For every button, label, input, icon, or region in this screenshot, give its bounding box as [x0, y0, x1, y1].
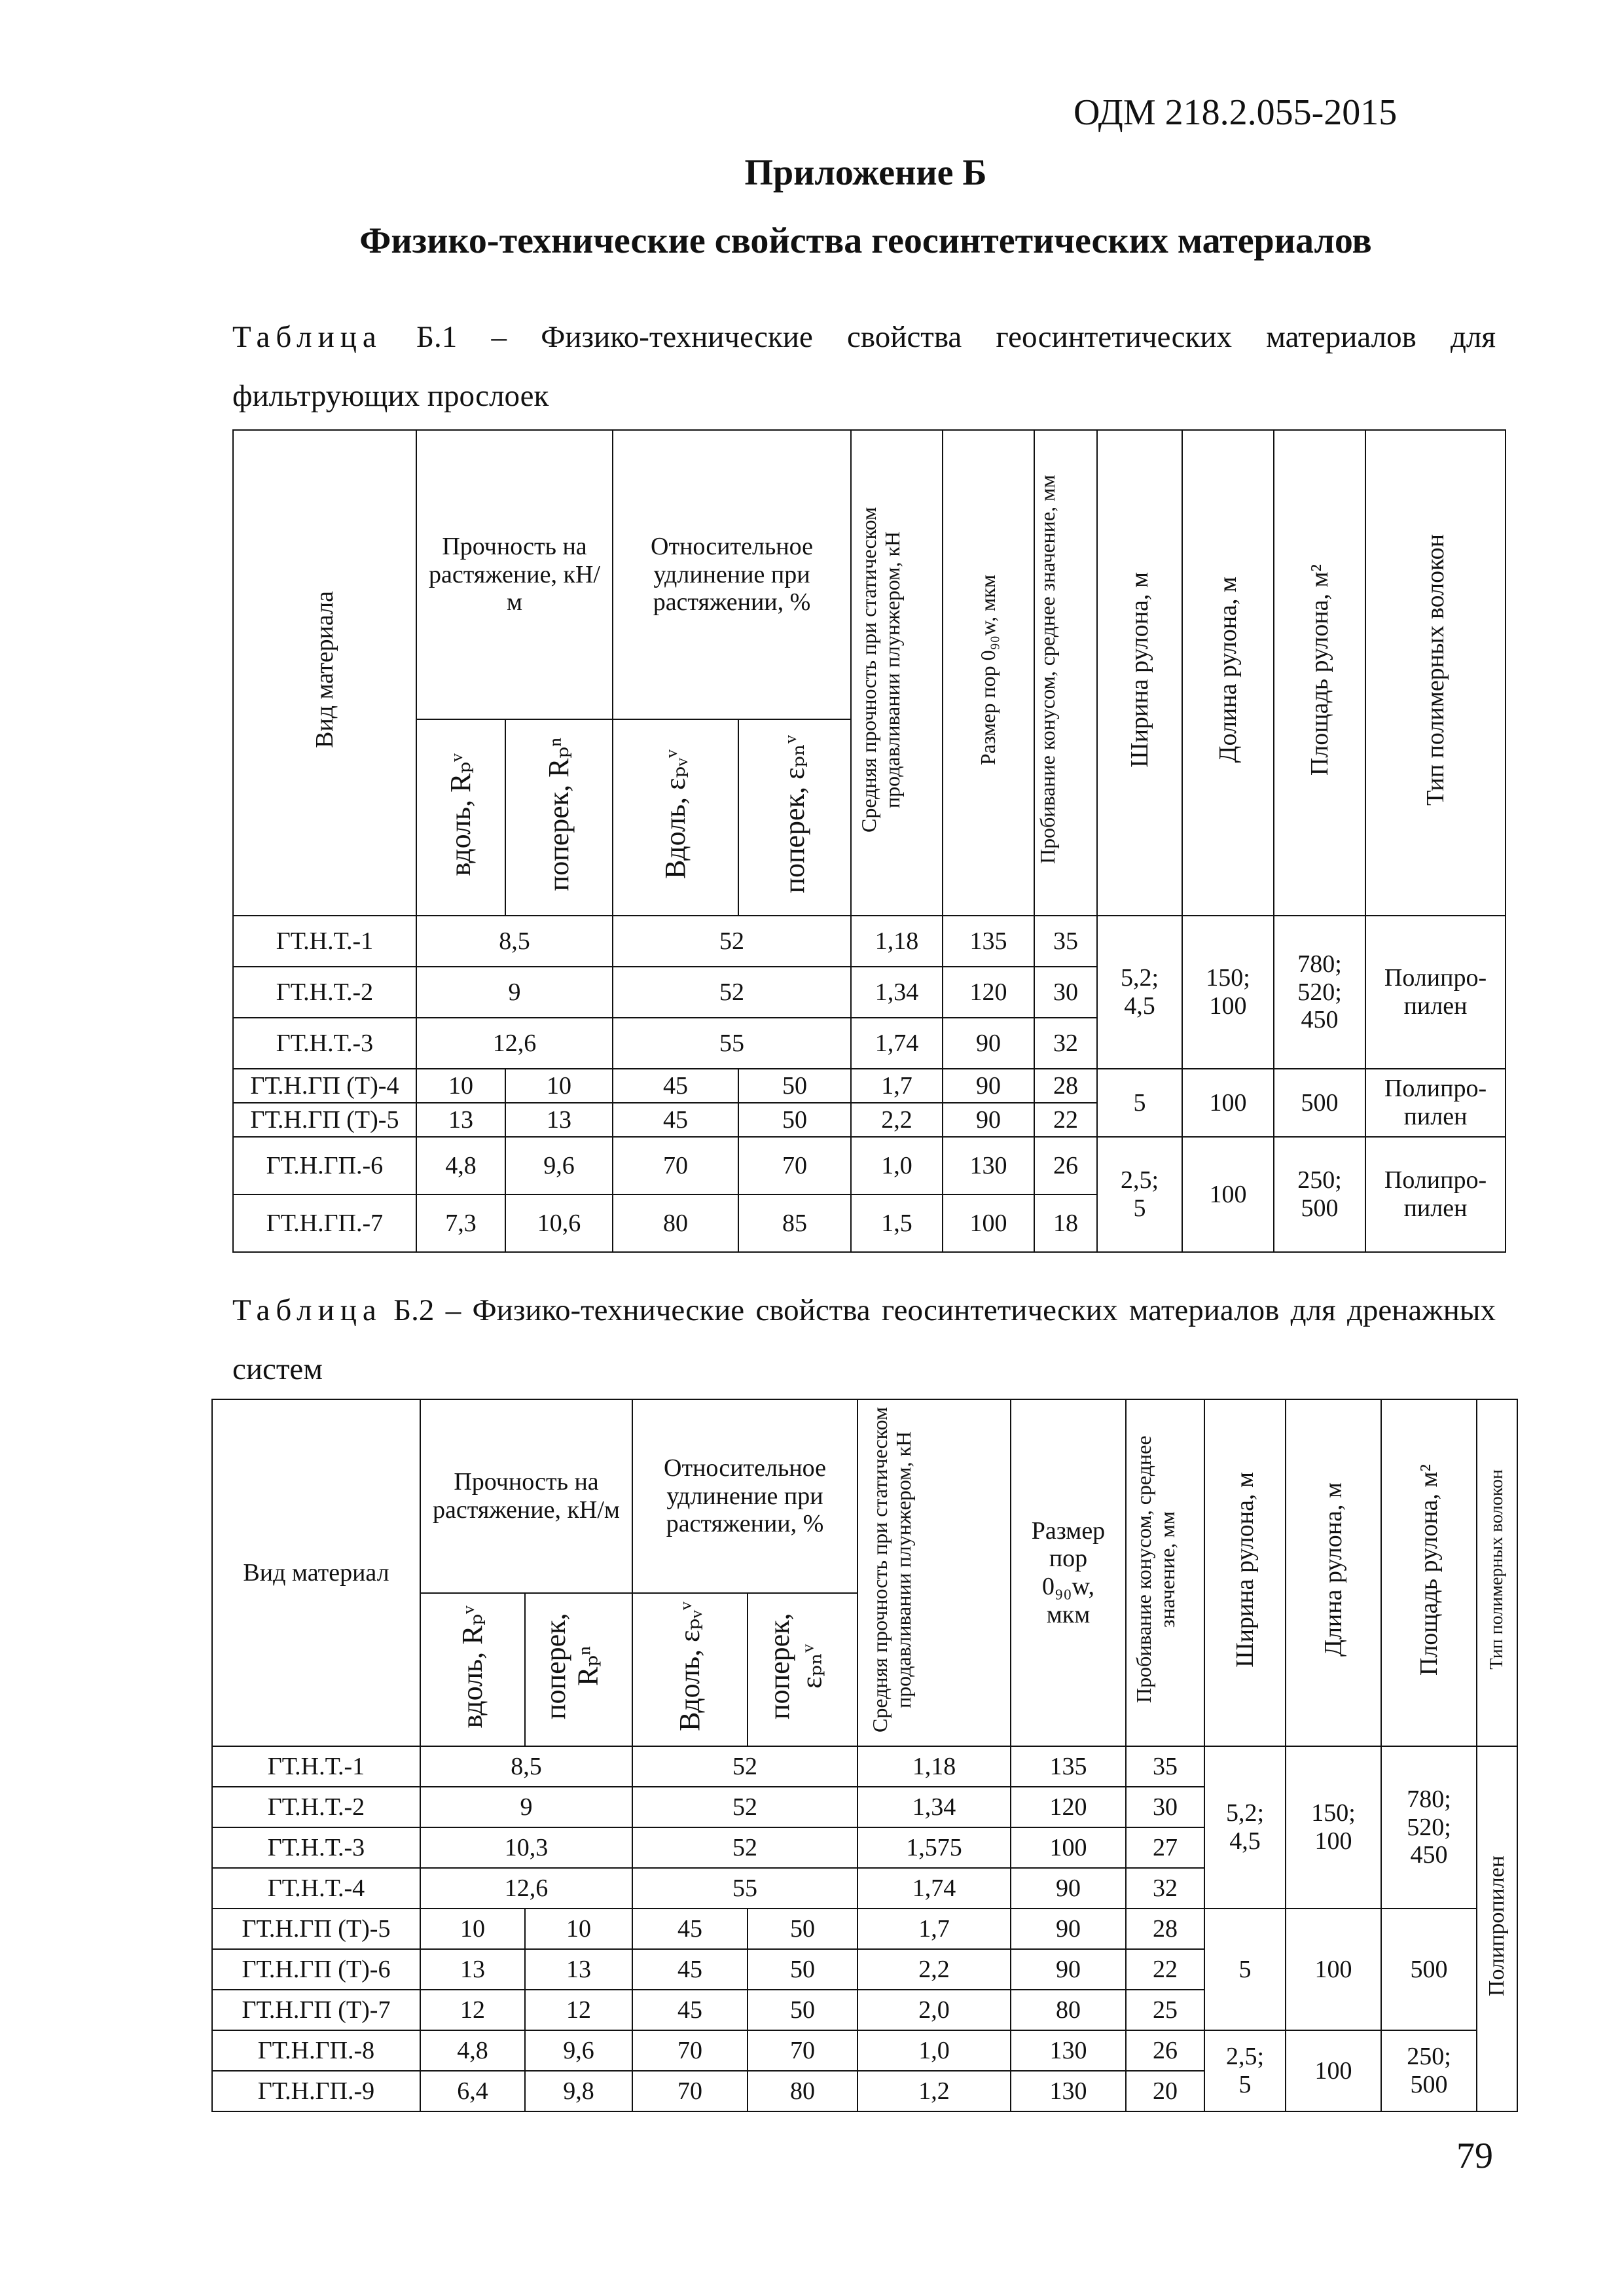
cell: 7,3 [416, 1194, 505, 1252]
cell: 70 [632, 2030, 748, 2071]
appendix-title: Приложение Б [744, 152, 987, 193]
cell: 50 [748, 1990, 857, 2030]
t2-header-pore: Размер пор 0₉₀w, мкм [1011, 1399, 1126, 1746]
cell: 9,8 [525, 2071, 632, 2111]
cell-fiber: Полипропилен [1477, 1746, 1517, 2111]
cell: 10 [525, 1909, 632, 1949]
t1-header-elong-along: Вдоль, εₚᵥᵛ [613, 719, 738, 916]
cell: 50 [748, 1909, 857, 1949]
cell: 50 [738, 1069, 851, 1103]
t2-header-material: Вид материал [212, 1399, 420, 1746]
cell: 13 [525, 1949, 632, 1990]
cell: 28 [1126, 1909, 1204, 1949]
cell: 130 [1011, 2071, 1126, 2111]
cell: 45 [613, 1103, 738, 1137]
cell: 85 [738, 1194, 851, 1252]
cell: 25 [1126, 1990, 1204, 2030]
table-row: ГТ.Н.Т.-3 [233, 1018, 416, 1069]
cell: 45 [632, 1909, 748, 1949]
table-row: ГТ.Н.ГП (Т)-5 [212, 1909, 420, 1949]
cell: 90 [943, 1103, 1034, 1137]
cell: 100 [1011, 1827, 1126, 1868]
table-row: ГТ.Н.Т.-3 [212, 1827, 420, 1868]
cell: 1,18 [857, 1746, 1011, 1787]
cell: 55 [632, 1868, 857, 1909]
t2-header-strength: Прочность на растяжение, кН/м [420, 1399, 632, 1593]
table-row: ГТ.Н.ГП.-9 [212, 2071, 420, 2111]
cell: 52 [632, 1787, 857, 1827]
cell: 52 [613, 916, 851, 967]
cell: 12,6 [416, 1018, 613, 1069]
cell: 1,5 [851, 1194, 943, 1252]
cell: 35 [1126, 1746, 1204, 1787]
cell: 120 [943, 967, 1034, 1018]
cell: 45 [632, 1949, 748, 1990]
cell: 250; 500 [1381, 2030, 1477, 2111]
cell: 10 [420, 1909, 525, 1949]
cell: 30 [1034, 967, 1097, 1018]
table-row: ГТ.Н.Т.-4 [212, 1868, 420, 1909]
cell: 26 [1126, 2030, 1204, 2071]
cell: 1,34 [857, 1787, 1011, 1827]
cell: 1,7 [857, 1909, 1011, 1949]
table-row: ГТ.Н.ГП.-8 [212, 2030, 420, 2071]
t1-header-elongation: Относительное удлинение при растяжении, % [613, 430, 851, 719]
cell: 9 [420, 1787, 632, 1827]
cell: 2,5; 5 [1204, 2030, 1286, 2111]
table-row: ГТ.Н.Т.-1 [233, 916, 416, 967]
cell: 5,2; 4,5 [1097, 916, 1182, 1069]
table2 [211, 1399, 1518, 2112]
cell: 1,34 [851, 967, 943, 1018]
cell: 780; 520; 450 [1274, 916, 1365, 1069]
cell: 50 [738, 1103, 851, 1137]
cell: 4,8 [416, 1137, 505, 1194]
cell: 22 [1126, 1949, 1204, 1990]
cell: 90 [1011, 1868, 1126, 1909]
cell: 80 [748, 2071, 857, 2111]
t1-header-cone: Пробивание конусом, среднее значение, мм [1034, 430, 1097, 916]
cell: 13 [416, 1103, 505, 1137]
t1-header-elong-across: поперек, εₚₙᵛ [738, 719, 851, 916]
t2-header-area: Площадь рулона, м² [1381, 1399, 1477, 1746]
t1-header-width: Ширина рулона, м [1097, 430, 1182, 916]
cell: 1,74 [857, 1868, 1011, 1909]
cell: 13 [420, 1949, 525, 1990]
t2-header-length: Длина рулона, м [1286, 1399, 1381, 1746]
t1-header-across: поперек, Rₚⁿ [505, 719, 613, 916]
cell: 45 [632, 1990, 748, 2030]
t1-header-punch: Средняя прочность при статическом продавливании плунжером, кН [851, 430, 943, 916]
table2-caption [232, 1281, 1496, 1399]
t2-header-elongation: Относительное удлинение при растяжении, % [632, 1399, 857, 1593]
cell: 90 [943, 1069, 1034, 1103]
cell: 18 [1034, 1194, 1097, 1252]
t2-header-along: вдоль, Rₚᵛ [420, 1593, 525, 1746]
cell: 8,5 [420, 1746, 632, 1787]
cell: 2,0 [857, 1990, 1011, 2030]
page-number: 79 [1456, 2136, 1493, 2176]
cell: 90 [1011, 1909, 1126, 1949]
cell: 135 [1011, 1746, 1126, 1787]
cell: 135 [943, 916, 1034, 967]
cell: 100 [1182, 1137, 1274, 1252]
appendix-subtitle: Физико-технические свойства геосинтетических материалов [359, 221, 1372, 261]
cell: 100 [943, 1194, 1034, 1252]
table-row: ГТ.Н.ГП (Т)-7 [212, 1990, 420, 2030]
cell: 10 [416, 1069, 505, 1103]
cell: 2,5; 5 [1097, 1137, 1182, 1252]
table-row: ГТ.Н.ГП (Т)-5 [233, 1103, 416, 1137]
cell: 32 [1034, 1018, 1097, 1069]
table1-caption-text: Б.1 – Физико-технические свойства геосинтетических материалов для фильтрующих прослоек [232, 320, 1496, 413]
cell: 500 [1381, 1909, 1477, 2030]
cell: 13 [505, 1103, 613, 1137]
cell: 500 [1274, 1069, 1365, 1137]
cell: 22 [1034, 1103, 1097, 1137]
cell: 27 [1126, 1827, 1204, 1868]
cell: 250; 500 [1274, 1137, 1365, 1252]
cell: 1,0 [857, 2030, 1011, 2071]
cell: 130 [1011, 2030, 1126, 2071]
cell: 150; 100 [1286, 1746, 1381, 1909]
cell: 35 [1034, 916, 1097, 967]
t2-header-elong-across: поперек, εₚₙᵛ [748, 1593, 857, 1746]
cell: 9 [416, 967, 613, 1018]
table-row: ГТ.Н.ГП.-7 [233, 1194, 416, 1252]
cell: 32 [1126, 1868, 1204, 1909]
cell: 90 [1011, 1949, 1126, 1990]
cell: 2,2 [857, 1949, 1011, 1990]
cell: 1,7 [851, 1069, 943, 1103]
cell: 100 [1286, 1909, 1381, 2030]
cell: 120 [1011, 1787, 1126, 1827]
cell: 1,0 [851, 1137, 943, 1194]
table2-caption-label: Таблица [232, 1293, 382, 1327]
cell: 70 [613, 1137, 738, 1194]
cell: 100 [1286, 2030, 1381, 2111]
cell: 1,74 [851, 1018, 943, 1069]
cell: Полипро-пилен [1365, 1069, 1506, 1137]
cell: 9,6 [525, 2030, 632, 2071]
cell: 52 [632, 1746, 857, 1787]
cell: 30 [1126, 1787, 1204, 1827]
table-row: ГТ.Н.Т.-2 [212, 1787, 420, 1827]
cell: 10 [505, 1069, 613, 1103]
t2-header-width: Ширина рулона, м [1204, 1399, 1286, 1746]
cell: 10,3 [420, 1827, 632, 1868]
table-row: ГТ.Н.ГП.-6 [233, 1137, 416, 1194]
t2-header-punch: Средняя прочность при статическом продавливании плунжером, кН [857, 1399, 1011, 1746]
t1-header-pore: Размер пор 0₉₀w, мкм [943, 430, 1034, 916]
cell: 780; 520; 450 [1381, 1746, 1477, 1909]
t1-header-length: Долина рулона, м [1182, 430, 1274, 916]
cell: 6,4 [420, 2071, 525, 2111]
t1-header-material: Вид материала [233, 430, 416, 916]
cell: 4,8 [420, 2030, 525, 2071]
cell: 90 [943, 1018, 1034, 1069]
cell: 12 [525, 1990, 632, 2030]
cell: 10,6 [505, 1194, 613, 1252]
table-row: ГТ.Н.Т.-1 [212, 1746, 420, 1787]
cell: 8,5 [416, 916, 613, 967]
cell: Полипро-пилен [1365, 1137, 1506, 1252]
t2-header-elong-along: Вдоль, εₚᵥᵛ [632, 1593, 748, 1746]
t1-header-along: вдоль, Rₚᵛ [416, 719, 505, 916]
t2-header-fiber: Тип полимерных волокон [1477, 1399, 1517, 1746]
cell: 5,2; 4,5 [1204, 1746, 1286, 1909]
cell: 52 [632, 1827, 857, 1868]
document-code: ОДМ 218.2.055-2015 [1074, 92, 1398, 133]
t1-header-strength: Прочность на растяжение, кН/м [416, 430, 613, 719]
cell: 20 [1126, 2071, 1204, 2111]
cell: 70 [738, 1137, 851, 1194]
table2-caption-text: Б.2 – Физико-технические свойства геосинтетических материалов для дренажных систем [232, 1293, 1496, 1386]
cell: 150; 100 [1182, 916, 1274, 1069]
cell: 12 [420, 1990, 525, 2030]
table-row: ГТ.Н.ГП (Т)-6 [212, 1949, 420, 1990]
table1-caption-label: Таблица [232, 320, 382, 354]
cell: 1,18 [851, 916, 943, 967]
cell: 130 [943, 1137, 1034, 1194]
cell: 80 [1011, 1990, 1126, 2030]
cell: 2,2 [851, 1103, 943, 1137]
cell: 9,6 [505, 1137, 613, 1194]
cell: 28 [1034, 1069, 1097, 1103]
cell: 26 [1034, 1137, 1097, 1194]
cell: 55 [613, 1018, 851, 1069]
table1 [232, 429, 1506, 1253]
cell: 80 [613, 1194, 738, 1252]
cell: 45 [613, 1069, 738, 1103]
t1-header-area: Площадь рулона, м² [1274, 430, 1365, 916]
t1-header-fiber: Тип полимерных волокон [1365, 430, 1506, 916]
cell: 5 [1097, 1069, 1182, 1137]
cell: 100 [1182, 1069, 1274, 1137]
cell: 52 [613, 967, 851, 1018]
cell: Полипро-пилен [1365, 916, 1506, 1069]
cell: 12,6 [420, 1868, 632, 1909]
cell: 50 [748, 1949, 857, 1990]
t2-header-across: поперек, Rₚⁿ [525, 1593, 632, 1746]
cell: 1,2 [857, 2071, 1011, 2111]
table-row: ГТ.Н.ГП (Т)-4 [233, 1069, 416, 1103]
cell: 1,575 [857, 1827, 1011, 1868]
cell: 5 [1204, 1909, 1286, 2030]
cell: 70 [748, 2030, 857, 2071]
t2-header-cone: Пробивание конусом, среднее значение, мм [1126, 1399, 1204, 1746]
table-row: ГТ.Н.Т.-2 [233, 967, 416, 1018]
table1-caption [232, 308, 1496, 425]
cell: 70 [632, 2071, 748, 2111]
